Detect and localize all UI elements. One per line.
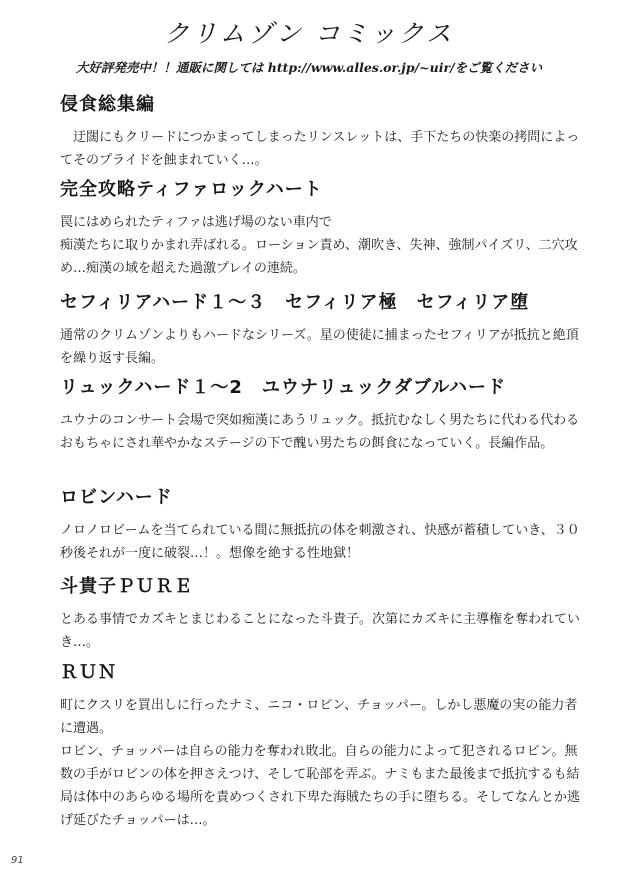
section-paragraph: 迂闊にもクリードにつかまってしまったリンスレットは、手下たちの快楽の拷問によってそのプライドを蝕まれていく…。 <box>60 130 580 168</box>
section-heading: ＲＵＮ <box>60 662 117 683</box>
section-robin-hard <box>60 483 590 565</box>
page-subtitle: 大好評発売中！！通販に関しては http://www.alles.or.jp/~uir/をご覧ください <box>75 60 543 75</box>
section-sephiria <box>60 288 590 370</box>
section-tokiko <box>60 572 590 654</box>
section-rikku <box>60 373 590 455</box>
section-run <box>60 658 590 832</box>
section-paragraph: ノロノロビームを当てられている間に無抵抗の体を刺激され、快感が蓄積していき、３０秒後それが一度に破裂…！。想像を絶する性地獄！ <box>60 523 580 561</box>
section-paragraph: ユウナのコンサート会場で突如痴漢にあうリュック。抵抗むなしく男たちに代わる代わるおもちゃにされ華やかなステージの下で醜い男たちの餌食になっていく。長編作品。 <box>60 413 580 451</box>
section-heading: 侵食総集編 <box>60 94 155 115</box>
page-title: クリムゾン コミックス <box>163 19 455 48</box>
section-heading: ロビンハード <box>60 487 173 508</box>
page-number: 91 <box>11 855 24 866</box>
section-paragraph: とある事情でカズキとまじわることになった斗貴子。次第にカズキに主導権を奪われていき…。 <box>60 612 581 650</box>
section-heading: セフィリアハード１～３ セフィリア極 セフィリア堕 <box>60 292 530 313</box>
section-paragraph: 痴漢たちに取りかまれ弄ばれる。ローション責め、潮吹き、失神、強制パイズリ、二穴攻め…痴漢の域を超えた過激プレイの連続。 <box>60 238 578 276</box>
section-paragraph: 罠にはめられたティファは逃げ場のない車内で <box>60 215 332 230</box>
section-tifa <box>60 175 590 280</box>
section-paragraph: 町にクスリを買出しに行ったナミ、ニコ・ロビン、チョッパー。しかし悪魔の実の能力者に遭遇。 <box>60 698 578 736</box>
section-heading: 斗貴子ＰＵＲＥ <box>60 576 193 597</box>
section-heading: リュックハード１～2 ユウナリュックダブルハード <box>60 377 507 398</box>
section-heading: 完全攻略ティファロックハート <box>60 179 323 200</box>
section-paragraph: ロビン、チョッパーは自らの能力を奪われ敗北。自らの能力によって犯されるロビン。無数の手がロビンの体を押さえつけ、そして恥部を弄ぶ。ナミもまた最後まで抵抗するも結局は体中のあらゆる場所を責めつくされ下卑た海賊たちの手に堕ちる。そしてなんとか逃げ延びたチョッパーは…。 <box>60 744 581 828</box>
section-paragraph: 通常のクリムゾンよりもハードなシリーズ。星の使徒に捕まったセフィリアが抵抗と絶頂を繰り返す長編。 <box>60 328 579 366</box>
section-shinshoku <box>60 90 590 172</box>
